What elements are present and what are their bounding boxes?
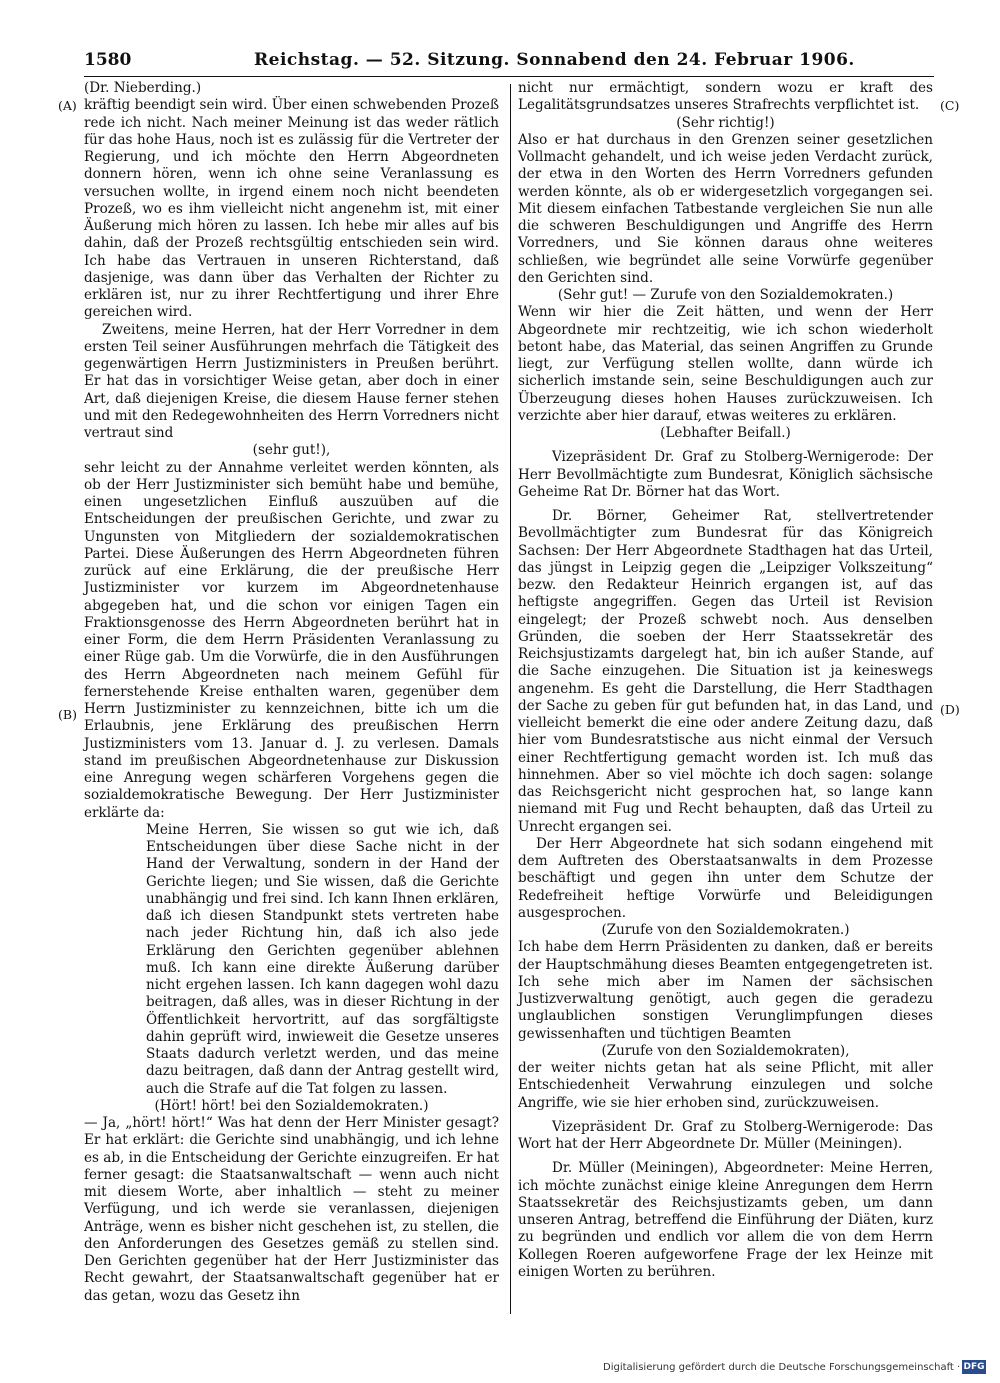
footer-credit: Digitalisierung gefördert durch die Deutsche Forschungsgemeinschaft · [603,1362,961,1373]
paragraph: kräftig beendigt sein wird. Über einen schwebenden Prozeß rede ich nicht. Nach meiner Meinung ist das weder rätlich für das hohe Haus, noch ist es zulässig für die Vertreter der Regierung, und ich möchte den Herrn Abgeordneten donnern hören, wenn ich ohne seine Veranlassung es versuchen wollte, in irgend einem noch nicht beendeten Prozeß, wo es ihm vielleicht nicht angenehm ist, mit einer Äußerung mich hören zu lassen. Ich hebe mir alles auf bis dahin, daß der Prozeß rechtsgültig entschieden sein wird. Ich habe das Vertrauen in unseren Richterstand, daß dasjenige, was dann über das Verhalten der Richter zu erklären ist, nur zu ihrer Rechtfertigung und ihrer Ehre gereichen wird. [84,97,499,321]
paragraph: Zweitens, meine Herren, hat der Herr Vorredner in dem ersten Teil seiner Ausführungen mehrfach die Tätigkeit des gegenwärtigen Herrn Justizministers in Preußen berührt. Er hat das in vorsichtiger Weise getan, aber doch in einer Art, daß diejenigen Kreise, die diesem Hause ferner stehen und mit den Redegewohnheiten des Herrn Vorredners nicht vertraut sind [84,321,499,441]
speaker-paragraph: Dr. Müller (Meiningen), Abgeordneter: Meine Herren, ich möchte zunächst einige kleine Anregungen dem Herrn Staatssekretär des Reichsjustizamts geben, um dann unseren Antrag, betreffend die Einführung der Diäten, kurz zu begründen und endlich vor allem die von dem Herrn Kollegen Roeren aufgeworfene Frage der lex Heinze mit einigen Worten zu berühren. [518,1160,933,1280]
interjection: (sehr gut!), [252,442,331,459]
interjection: (Zurufe von den Sozialdemokraten), [601,1042,850,1059]
interjection: (Sehr richtig!) [676,114,775,131]
paragraph: Also er hat durchaus in den Grenzen seiner gesetzlichen Vollmacht gehandelt, und ich weise jeden Verdacht zurück, der etwa in den Worten des Herrn Vorredners gefunden werden könnte, als ob er widergesetzlich vorgegangen sei. Mit diesem einfachen Tatbestande vergleichen Sie nun alle die schweren Beschuldigungen und Angriffe des Herrn Vorredners, und Sie können daraus ohne weiteres schließen, wie begründet alle seine Vorwürfe gegenüber den Gerichten sind. [518,131,933,286]
paragraph: Der Herr Abgeordnete hat sich sodann eingehend mit dem Auftreten des Oberstaatsanwalts in dem Prozesse beschäftigt und gegen ihn unter dem Schutze der Redefreiheit heftige Vorwürfe und Beleidigungen ausgesprochen. [518,835,933,921]
margin-marker-d: (D) [940,702,960,717]
interjection: (Hört! hört! bei den Sozialdemokraten.) [154,1097,429,1114]
speaker-paragraph: Vizepräsident Dr. Graf zu Stolberg-Wernigerode: Das Wort hat der Herr Abgeordnete Dr. Müller (Meiningen). [518,1118,933,1152]
header-rule [84,76,934,77]
column-divider [510,84,511,1314]
margin-marker-a: (A) [58,98,77,113]
running-title: Reichstag. — 52. Sitzung. Sonnabend den 24. Februar 1906. [254,50,855,70]
paragraph: — Ja, „hört! hört!“ Was hat denn der Herr Minister gesagt? Er hat erklärt: die Gerichte sind unabhängig, und ich lehne es ab, in die Entscheidung der Gerichte einzugreifen. Er hat ferner gesagt: die Staatsanwaltschaft — wenn auch nicht mit diesem Worte, aber inhaltlich — steht zu meiner Verfügung, und ich werde sie veranlassen, diejenigen Anträge, wenn es bisher nicht geschehen ist, zu stellen, die den Anforderungen des Gesetzes gemäß zu stellen sind. Den Gerichten gegenüber hat der Herr Justizminister das Recht gewahrt, der Staatsanwaltschaft gegenüber hat er das getan, wozu das Gesetz ihn [84,1115,500,1304]
interjection: (Lebhafter Beifall.) [660,425,791,441]
paragraph: Ich habe dem Herrn Präsidenten zu danken, daß er bereits der Hauptschmähung dieses Beamten entgegengetreten ist. Ich sehe mich aber im Namen der sächsischen Justizverwaltung genötigt, auch gegen die geradezu unglaublichen sonstigen Verunglimpfungen dieses gewissenhaften und tüchtigen Beamten [518,939,933,1042]
margin-marker-b: (B) [58,707,77,722]
paragraph: Wenn wir hier die Zeit hätten, und wenn der Herr Abgeordnete mir rechtzeitig, wie ich schon wiederholt betont habe, das Material, das seinen Angriffen zu Grunde liegt, zur Verfügung stellen wollte, dann würde ich sicherlich imstande sein, seine Beschuldigungen auch zur Überzeugung dieses hohen Hauses zurückzuweisen. Ich verzichte aber hier darauf, etwas weiteres zu erklären. [518,304,933,424]
dfg-logo: DFG [963,1362,985,1372]
paragraph: nicht nur ermächtigt, sondern wozu er kraft des Legalitätsgrundsatzes unseres Strafrechts verpflichtet ist. [518,80,933,114]
paragraph: (Dr. Nieberding.) [84,80,202,96]
speaker-paragraph: Vizepräsident Dr. Graf zu Stolberg-Wernigerode: Der Herr Bevollmächtigte zum Bundesrat, Königlich sächsische Geheime Rat Dr. Börner hat das Wort. [518,449,933,500]
left-column [84,80,499,1305]
margin-marker-c: (C) [940,98,960,113]
page-number: 1580 [84,50,132,70]
speaker-paragraph: Dr. Börner, Geheimer Rat, stellvertretender Bevollmächtigter zum Bundesrat für das Königreich Sachsen: Der Herr Abgeordnete Stadthagen hat das Urteil, das jüngst in Leipzig gegen die „Leipziger Volkszeitung“ bezw. den Redakteur Heinrich ergangen ist, auf das heftigste angegriffen. Gegen das Urteil ist Revision eingelegt; der Prozeß schwebt noch. Aus denselben Gründen, die soeben der Herr Staatssekretär des Reichsjustizamts dargelegt hat, bin ich außer Stande, auf die Sache einzugehen. Die Situation ist ja keineswegs angenehm. Es geht die Darstellung, die Herr Stadthagen der Sache zu geben für gut befunden hat, in das Land, und vielleicht bemerkt die eine oder andere Zeitung dazu, daß hier vom Bundesratstische aus nicht einmal der Versuch einer Rechtfertigung gemacht worden ist. Ich muß das hinnehmen. Aber so viel möchte ich doch sagen: solange das Reichsgericht nicht gesprochen hat, so lange kann niemand mit Fug und Recht behaupten, daß das Urteil zu Unrecht ergangen sei. [518,508,933,835]
right-column [518,80,933,1281]
paragraph-gap [518,442,933,449]
interjection: (Sehr gut! — Zurufe von den Sozialdemokraten.) [557,287,894,303]
paragraph: sehr leicht zu der Annahme verleitet werden könnten, als ob der Herr Justizminister sich bemüht habe und bemühe, einen ungesetzlichen Einfluß auszuüben auf die Entscheidungen der preußischen Gerichte, und zwar zu Ungunsten von Mitgliedern der sozialdemokratischen Partei. Diese Äußerungen des Herrn Abgeordneten führen zurück auf eine Erklärung, die der preußische Herr Justizminister vor kurzem im Abgeordnetenhause abgegeben hat, und die schon vor einigen Tagen ein Fraktionsgenosse des Herrn Abgeordneten berührt hat in einer Form, die dem Herrn Präsidenten Veranlassung zu einer Rüge gab. Um die Vorwürfe, die in den Ausführungen des Herrn Abgeordneten nach meinem Gefühl für fernerstehende Kreise enthalten waren, gegenüber dem Herrn Justizminister zu kennzeichnen, bitte ich um die Erlaubnis, jene Erklärung des preußischen Herrn Justizministers vom 13. Januar d. J. zu verlesen. Damals stand im preußischen Abgeordnetenhause zur Diskussion eine Anregung wegen schärferen Vorgehens gegen die sozialdemokratische Bewegung. Der Herr Justizminister erklärte da: [84,459,499,821]
page-header [84,50,934,74]
paragraph-gap [518,1153,933,1160]
paragraph: der weiter nichts getan hat als seine Pflicht, mit aller Entschiedenheit Verwahrung einzulegen und solche Angriffe, wie sie hier erhoben sind, zurückzuweisen. [518,1060,933,1111]
quoted-paragraph: Meine Herren, Sie wissen so gut wie ich, daß Entscheidungen über diese Sache nicht in der Hand der Verwaltung, sondern in der Hand der Gerichte liegen; und Sie wissen, daß die Gerichte unabhängig und frei sind. Ich kann Ihnen erklären, daß ich diesen Standpunkt stets vertreten habe nach jeder Richtung hin, daß ich also jede Erklärung den Gerichten gegenüber ablehnen muß. Ich kann eine direkte Äußerung darüber nicht ergehen lassen. Ich kann dagegen wohl dazu beitragen, daß alles, was in dieser Richtung in der Öffentlichkeit hervortritt, auf das sorgfältigste dahin geprüft wird, inwieweit die Gesetze unseres Staats dadurch verletzt werden, und das meine dazu beitragen, daß dann der Antrag gestellt wird, auch die Strafe auf die Tat folgen zu lassen. [146,821,499,1097]
paragraph-gap [518,1112,933,1119]
interjection: (Zurufe von den Sozialdemokraten.) [601,922,850,938]
paragraph-gap [518,501,933,508]
